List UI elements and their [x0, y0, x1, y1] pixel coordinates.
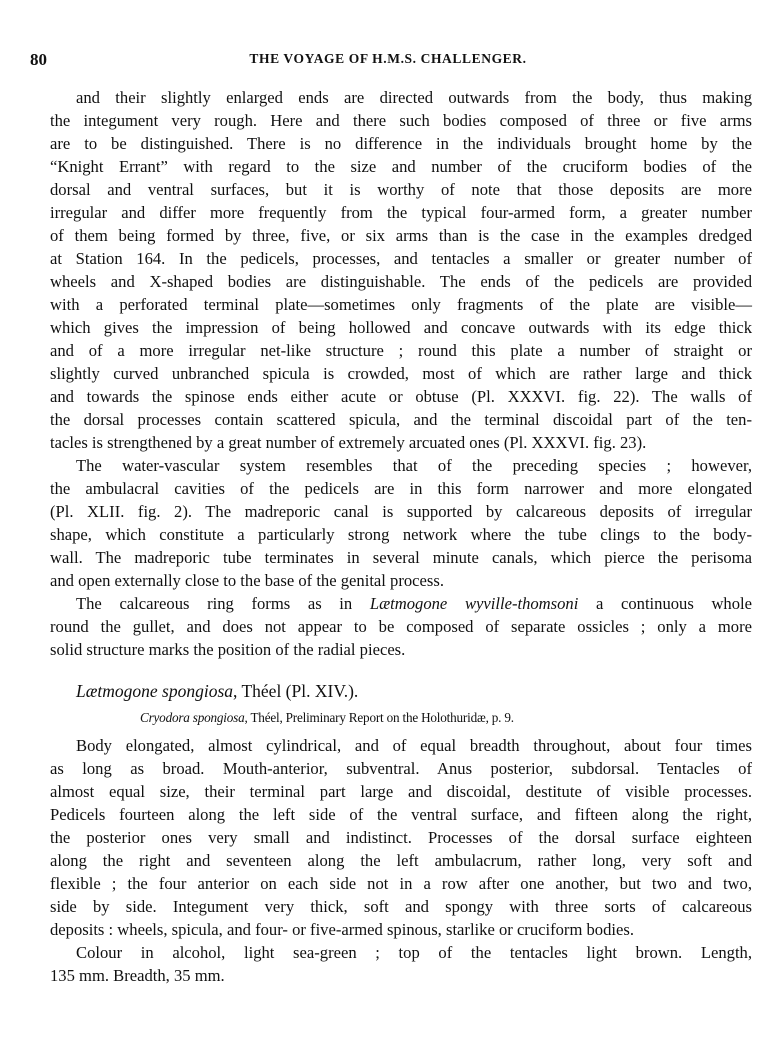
text-line: of them being formed by three, five, or six arms than is the case in the examples dredged	[50, 226, 752, 245]
text-line: Pedicels fourteen along the left side of the ventral surface, and fifteen along the right,	[50, 805, 752, 824]
text-line: side by side. Integument very thick, soft and spongy with three sorts of calcareous	[50, 897, 752, 916]
text-line: and their slightly enlarged ends are directed outwards from the body, thus making	[76, 88, 752, 107]
text-line: at Station 164. In the pedicels, processes, and tentacles a smaller or greater number of	[50, 249, 752, 268]
text-line: flexible ; the four anterior on each side not in a row after one another, but two and two,	[50, 874, 752, 893]
text-segment: a continuous whole	[578, 594, 753, 613]
synonym-citation: , Théel, Preliminary Report on the Holothuridæ, p. 9.	[244, 710, 514, 725]
species-heading	[76, 681, 358, 702]
text-line: Body elongated, almost cylindrical, and of equal breadth throughout, about four times	[76, 736, 752, 755]
text-line: The water-vascular system resembles that of the preceding species ; however,	[76, 456, 752, 475]
text-line: and open externally close to the base of the genital process.	[50, 571, 444, 590]
text-line: deposits : wheels, spicula, and four- or five-armed spinous, starlike or cruciform bodies.	[50, 920, 634, 939]
text-line: the ambulacral cavities of the pedicels are in this form narrower and more elongated	[50, 479, 752, 498]
text-line: wheels and X-shaped bodies are distinguishable. The ends of the pedicels are provided	[50, 272, 752, 291]
synonym-name: Cryodora spongiosa	[140, 710, 245, 725]
text-line: the posterior ones very small and indistinct. Processes of the dorsal surface eighteen	[50, 828, 752, 847]
page-number: 80	[30, 50, 47, 69]
text-line: shape, which constitute a particularly strong network where the tube clings to the body-	[50, 525, 752, 544]
text-line: which gives the impression of being hollowed and concave outwards with its edge thick	[50, 318, 752, 337]
text-line: tacles is strengthened by a great number of extremely arcuated ones (Pl. XXXVI. fig. 23).	[50, 433, 647, 452]
text-line: along the right and seventeen along the left ambulacrum, rather long, very soft and	[50, 851, 752, 870]
text-line: dorsal and ventral surfaces, but it is worthy of note that those deposits are more	[50, 180, 752, 199]
text-line: and towards the spinose ends either acute or obtuse (Pl. XXXVI. fig. 22). The walls of	[50, 387, 752, 406]
text-line: (Pl. XLII. fig. 2). The madreporic canal is supported by calcareous deposits of irregular	[50, 502, 752, 521]
running-title: THE VOYAGE OF H.M.S. CHALLENGER.	[249, 51, 527, 66]
italic-species-name: Lætmogone wyville-thomsoni	[369, 594, 579, 613]
text-line: “Knight Errant” with regard to the size and number of the cruciform bodies of the	[50, 157, 752, 176]
text-line: Colour in alcohol, light sea-green ; top of the tentacles light brown. Length,	[76, 943, 752, 962]
text-line: slightly curved unbranched spicula is crowded, most of which are rather large and thick	[50, 364, 752, 383]
synonym-reference	[140, 710, 514, 726]
species-author: , Théel (Pl. XIV.).	[233, 681, 359, 701]
text-line: irregular and differ more frequently from the typical four-armed form, a greater number	[50, 203, 752, 222]
text-line: almost equal size, their terminal part large and discoidal, destitute of visible processes.	[50, 782, 752, 801]
text-line: wall. The madreporic tube terminates in several minute canals, which pierce the perisoma	[50, 548, 752, 567]
text-line	[76, 592, 752, 615]
text-segment: The calcareous ring forms as in	[76, 594, 370, 613]
text-line: the integument very rough. Here and there such bodies composed of three or five arms	[50, 111, 752, 130]
text-line: round the gullet, and does not appear to be composed of separate ossicles ; only a more	[50, 617, 752, 636]
text-line: solid structure marks the position of the radial pieces.	[50, 640, 406, 659]
text-line: 135 mm. Breadth, 35 mm.	[50, 966, 225, 985]
text-line: as long as broad. Mouth-anterior, subventral. Anus posterior, subdorsal. Tentacles of	[50, 759, 752, 778]
text-line: the dorsal processes contain scattered spicula, and the terminal discoidal part of the ten-	[50, 410, 752, 429]
species-name: Lætmogone spongiosa	[76, 681, 234, 701]
text-line: and of a more irregular net-like structure ; round this plate a number of straight or	[50, 341, 752, 360]
text-line: are to be distinguished. There is no difference in the individuals brought home by the	[50, 134, 752, 153]
text-line: with a perforated terminal plate—sometimes only fragments of the plate are visible—	[50, 295, 752, 314]
